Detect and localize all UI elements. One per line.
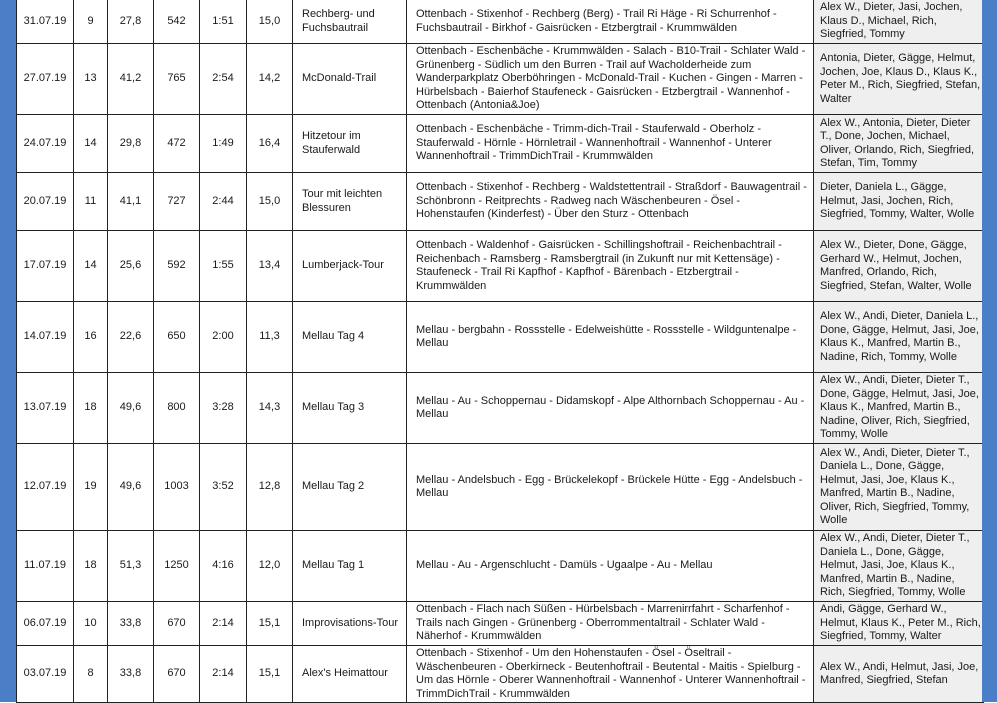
tour-participants: Andi, Gägge, Gerhard W., Helmut, Klaus K., Peter M., Rich, Siegfried, Tommy, Walter <box>814 602 984 646</box>
tour-name: Tour mit leichten Blessuren <box>293 173 407 231</box>
table-row <box>17 302 984 373</box>
tour-participants: Alex W., Andi, Dieter, Dieter T., Daniela L., Done, Gägge, Helmut, Jasi, Joe, Klaus K., Manfred, Martin B., Nadine, Rich, Siegfried, Tommy, Wolle <box>814 531 984 602</box>
tour-name: Rechberg- und Fuchsbautrail <box>293 0 407 44</box>
tour-name: Mellau Tag 1 <box>293 531 407 602</box>
tour-name: Improvisations-Tour <box>293 602 407 646</box>
tour-date: 27.07.19 <box>17 44 74 115</box>
table-row <box>17 115 984 173</box>
tour-name: McDonald-Trail <box>293 44 407 115</box>
ride-time: 3:28 <box>200 373 247 444</box>
tour-participants: Alex W., Andi, Dieter, Daniela L., Done, Gägge, Helmut, Jasi, Joe, Klaus K., Manfred, Martin B., Nadine, Rich, Tommy, Wolle <box>814 302 984 373</box>
avg-speed: 15,0 <box>247 0 293 44</box>
table-row <box>17 531 984 602</box>
ride-time: 4:16 <box>200 531 247 602</box>
tour-participants: Alex W., Andi, Helmut, Jasi, Joe, Manfred, Siegfried, Stefan <box>814 646 984 703</box>
tour-participants: Alex W., Dieter, Jasi, Jochen, Klaus D., Michael, Rich, Siegfried, Tommy <box>814 0 984 44</box>
table-row <box>17 231 984 302</box>
elevation-gain: 670 <box>154 602 200 646</box>
elevation-gain: 727 <box>154 173 200 231</box>
ride-time: 2:14 <box>200 602 247 646</box>
avg-speed: 15,1 <box>247 646 293 703</box>
distance-km: 29,8 <box>108 115 154 173</box>
avg-speed: 14,3 <box>247 373 293 444</box>
tour-name: Mellau Tag 3 <box>293 373 407 444</box>
tour-route: Mellau - Au - Argenschlucht - Damüls - Ugaalpe - Au - Mellau <box>407 531 814 602</box>
tour-route: Mellau - Au - Schoppernau - Didamskopf - Alpe Althornbach Schoppernau - Au - Mellau <box>407 373 814 444</box>
distance-km: 49,6 <box>108 373 154 444</box>
table-row <box>17 373 984 444</box>
elevation-gain: 1003 <box>154 444 200 531</box>
ride-time: 2:14 <box>200 646 247 703</box>
avg-speed: 15,0 <box>247 173 293 231</box>
avg-speed: 13,4 <box>247 231 293 302</box>
ride-time: 2:00 <box>200 302 247 373</box>
rider-count: 11 <box>74 173 108 231</box>
rider-count: 16 <box>74 302 108 373</box>
elevation-gain: 1250 <box>154 531 200 602</box>
tour-name: Lumberjack-Tour <box>293 231 407 302</box>
table-row <box>17 0 984 44</box>
table-row <box>17 173 984 231</box>
tour-participants: Alex W., Antonia, Dieter, Dieter T., Done, Jochen, Michael, Oliver, Orlando, Rich, Siegfried, Stefan, Tim, Tommy <box>814 115 984 173</box>
rider-count: 14 <box>74 115 108 173</box>
elevation-gain: 592 <box>154 231 200 302</box>
ride-time: 2:44 <box>200 173 247 231</box>
tour-date: 12.07.19 <box>17 444 74 531</box>
rider-count: 9 <box>74 0 108 44</box>
distance-km: 51,3 <box>108 531 154 602</box>
tour-route: Ottenbach - Eschenbäche - Krummwälden - Salach - B10-Trail - Schlater Wald - Grünenberg - Südlich um den Burren - Trail auf Wacholderheide zum Wanderparkplatz Oberböhringen - McDonald-Trail - Kuchen - Gingen - Marren - Hürbelsbach - Baierhof Staufeneck - Gaisrücken - Etzbergtrail - Wannenhof - Ottenbach (Antonia&Joe) <box>407 44 814 115</box>
tour-participants: Alex W., Andi, Dieter, Dieter T., Daniela L., Done, Gägge, Helmut, Jasi, Joe, Klaus K., Manfred, Martin B., Nadine, Oliver, Rich, Siegfried, Tommy, Wolle <box>814 444 984 531</box>
elevation-gain: 542 <box>154 0 200 44</box>
distance-km: 49,6 <box>108 444 154 531</box>
tour-name: Mellau Tag 4 <box>293 302 407 373</box>
table-row <box>17 646 984 703</box>
rider-count: 18 <box>74 373 108 444</box>
left-accent-bar <box>0 0 16 702</box>
tour-participants: Antonia, Dieter, Gägge, Helmut, Jochen, Joe, Klaus D., Klaus K., Peter M., Rich, Siegfried, Stefan, Walter <box>814 44 984 115</box>
rider-count: 13 <box>74 44 108 115</box>
elevation-gain: 800 <box>154 373 200 444</box>
elevation-gain: 670 <box>154 646 200 703</box>
tour-name: Hitzetour im Stauferwald <box>293 115 407 173</box>
ride-time: 1:55 <box>200 231 247 302</box>
right-accent-bar <box>982 0 997 702</box>
tour-route: Ottenbach - Stixenhof - Rechberg - Waldstettentrail - Straßdorf - Bauwagentrail - Schönbronn - Reitprechts - Radweg nach Wäschenbeuren - Ösel - Hohenstaufen (Kinderfest) - Über den Sturz - Ottenbach <box>407 173 814 231</box>
distance-km: 22,6 <box>108 302 154 373</box>
ride-time: 2:54 <box>200 44 247 115</box>
rider-count: 8 <box>74 646 108 703</box>
elevation-gain: 650 <box>154 302 200 373</box>
tour-route: Ottenbach - Stixenhof - Rechberg (Berg) - Trail Ri Häge - Ri Schurrenhof - Fuchsbautrail - Birkhof - Gaisrücken - Etzbergtrail - Krummwälden <box>407 0 814 44</box>
tour-date: 31.07.19 <box>17 0 74 44</box>
avg-speed: 12,8 <box>247 444 293 531</box>
avg-speed: 14,2 <box>247 44 293 115</box>
table-row <box>17 602 984 646</box>
distance-km: 33,8 <box>108 646 154 703</box>
distance-km: 33,8 <box>108 602 154 646</box>
distance-km: 41,2 <box>108 44 154 115</box>
ride-time: 1:51 <box>200 0 247 44</box>
table-row <box>17 44 984 115</box>
tour-participants: Dieter, Daniela L., Gägge, Helmut, Jasi, Jochen, Rich, Siegfried, Tommy, Walter, Wolle <box>814 173 984 231</box>
tour-table <box>16 0 984 703</box>
tour-route: Ottenbach - Eschenbäche - Trimm-dich-Trail - Stauferwald - Oberholz - Stauferwald - Hörnle - Hörnletrail - Wannenhoftrail - Wannenhof - Unterer Wannenhoftrail - TrimmDichTrail - Krummwälden <box>407 115 814 173</box>
elevation-gain: 765 <box>154 44 200 115</box>
tour-date: 24.07.19 <box>17 115 74 173</box>
tour-participants: Alex W., Andi, Dieter, Dieter T., Done, Gägge, Helmut, Jasi, Joe, Klaus K., Manfred, Martin B., Nadine, Oliver, Rich, Siegfried, Tommy, Wolle <box>814 373 984 444</box>
table-row <box>17 444 984 531</box>
rider-count: 19 <box>74 444 108 531</box>
distance-km: 27,8 <box>108 0 154 44</box>
distance-km: 25,6 <box>108 231 154 302</box>
tour-route: Mellau - bergbahn - Rossstelle - Edelweishütte - Rossstelle - Wildguntenalpe - Mellau <box>407 302 814 373</box>
tour-date: 06.07.19 <box>17 602 74 646</box>
tour-route: Ottenbach - Stixenhof - Um den Hohenstaufen - Ösel - Öseltrail - Wäschenbeuren - Oberkirneck - Beutenhoftrail - Beutental - Maitis - Spielburg - Um das Hörnle - Oberer Wannenhoftrail - Wannenhof - Unterer Wannenhoftrail - TrimmDichTrail - Krummwälden <box>407 646 814 703</box>
tour-route: Mellau - Andelsbuch - Egg - Brückelekopf - Brückele Hütte - Egg - Andelsbuch - Mellau <box>407 444 814 531</box>
rider-count: 10 <box>74 602 108 646</box>
tour-date: 14.07.19 <box>17 302 74 373</box>
rider-count: 18 <box>74 531 108 602</box>
tour-date: 13.07.19 <box>17 373 74 444</box>
rider-count: 14 <box>74 231 108 302</box>
avg-speed: 12,0 <box>247 531 293 602</box>
tour-route: Ottenbach - Flach nach Süßen - Hürbelsbach - Marrenirrfahrt - Scharfenhof - Trails nach Gingen - Grünenberg - Oberrommentaltrail - Schlater Wald - Näherhof - Krummwälden <box>407 602 814 646</box>
tour-name: Mellau Tag 2 <box>293 444 407 531</box>
tour-date: 11.07.19 <box>17 531 74 602</box>
tour-route: Ottenbach - Waldenhof - Gaisrücken - Schillingshoftrail - Reichenbachtrail - Reichenbach - Ramsberg - Ramsbergtrail (in Zukunft nur mit Kettensäge) - Staufeneck - Trail Ri Kapfhof - Kapfhof - Bärenbach - Etzbergtrail - Krummwälden <box>407 231 814 302</box>
avg-speed: 11,3 <box>247 302 293 373</box>
elevation-gain: 472 <box>154 115 200 173</box>
tour-date: 20.07.19 <box>17 173 74 231</box>
avg-speed: 15,1 <box>247 602 293 646</box>
distance-km: 41,1 <box>108 173 154 231</box>
avg-speed: 16,4 <box>247 115 293 173</box>
ride-time: 1:49 <box>200 115 247 173</box>
ride-time: 3:52 <box>200 444 247 531</box>
tour-name: Alex's Heimattour <box>293 646 407 703</box>
tour-date: 03.07.19 <box>17 646 74 703</box>
tour-date: 17.07.19 <box>17 231 74 302</box>
tour-participants: Alex W., Dieter, Done, Gägge, Gerhard W., Helmut, Jochen, Manfred, Orlando, Rich, Siegfried, Stefan, Walter, Wolle <box>814 231 984 302</box>
